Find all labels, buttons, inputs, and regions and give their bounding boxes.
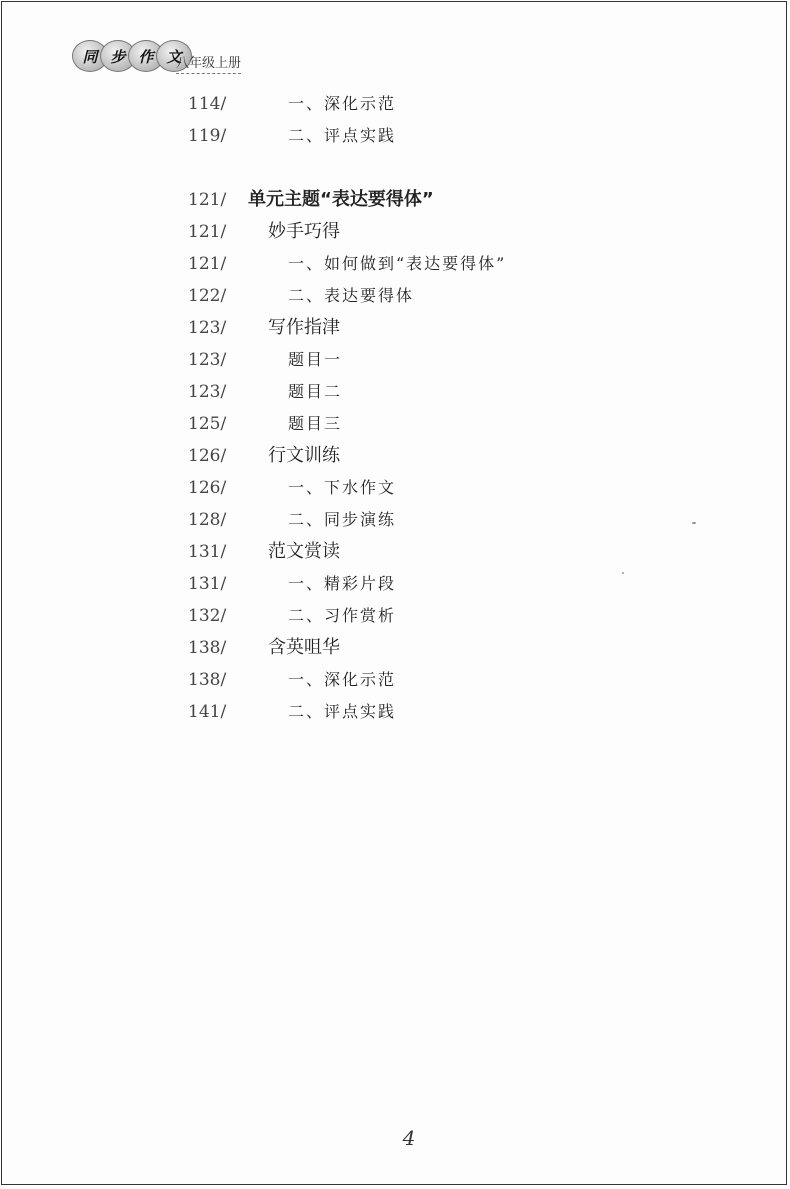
toc-entry (2, 121, 786, 151)
toc-entry (2, 569, 786, 599)
toc-page-number: 126/ (188, 446, 227, 466)
toc-page-number: 119/ (188, 126, 227, 146)
toc-entry (2, 697, 786, 727)
toc-title: 范文赏读 (268, 541, 340, 562)
running-header (72, 36, 272, 76)
toc-title: 题目一 (288, 350, 343, 369)
toc-entry (2, 313, 786, 343)
toc-title: 一、下水作文 (288, 478, 397, 497)
toc-entry (2, 249, 786, 279)
book-page (1, 1, 787, 1185)
toc-page-number: 138/ (188, 638, 227, 658)
toc-entry (2, 345, 786, 375)
toc-title: 单元主题“表达要得体” (248, 189, 434, 210)
toc-page-number: 126/ (188, 478, 227, 498)
toc-entry (2, 377, 786, 407)
toc-entry (2, 185, 786, 215)
toc-page-number: 131/ (188, 574, 227, 594)
toc-page-number: 121/ (188, 254, 227, 274)
toc-entry (2, 633, 786, 663)
toc-title: 行文训练 (268, 445, 340, 466)
toc-title: 写作指津 (268, 317, 340, 338)
toc-title: 二、评点实践 (288, 702, 397, 721)
toc-page-number: 122/ (188, 286, 227, 306)
toc-entry (2, 537, 786, 567)
scan-speck (692, 522, 696, 524)
toc-entry (2, 601, 786, 631)
toc-page-number: 138/ (188, 670, 227, 690)
series-title-char: 同 (72, 40, 108, 72)
toc-entry (2, 409, 786, 439)
toc-entry (2, 217, 786, 247)
series-title-char: 文 (156, 40, 192, 72)
toc-entry (2, 281, 786, 311)
toc-page-number: 132/ (188, 606, 227, 626)
toc-title: 一、精彩片段 (288, 574, 397, 593)
series-title-char: 步 (100, 40, 136, 72)
series-title-char: 作 (128, 40, 164, 72)
toc-page-number: 121/ (188, 222, 227, 242)
toc-title: 二、同步演练 (288, 510, 397, 529)
toc-title: 妙手巧得 (268, 221, 340, 242)
toc-page-number: 128/ (188, 510, 227, 530)
toc-page-number: 121/ (188, 190, 227, 210)
toc-title: 一、如何做到“表达要得体” (288, 254, 507, 273)
toc-page-number: 123/ (188, 382, 227, 402)
toc-title: 题目三 (288, 414, 343, 433)
toc-entry (2, 505, 786, 535)
toc-title: 一、深化示范 (288, 94, 397, 113)
grade-label: 八年级上册 (176, 52, 241, 74)
toc-title: 一、深化示范 (288, 670, 397, 689)
toc-title: 二、习作赏析 (288, 606, 397, 625)
toc-page-number: 114/ (188, 94, 227, 114)
toc-entry (2, 441, 786, 471)
toc-entry (2, 665, 786, 695)
toc-title: 二、表达要得体 (288, 286, 415, 305)
toc-page-number: 123/ (188, 350, 227, 370)
toc-title: 二、评点实践 (288, 126, 397, 145)
toc-title: 含英咀华 (268, 637, 340, 658)
toc-page-number: 141/ (188, 702, 227, 722)
toc-page-number: 131/ (188, 542, 227, 562)
toc-page-number: 125/ (188, 414, 227, 434)
toc-page-number: 123/ (188, 318, 227, 338)
toc-entry (2, 473, 786, 503)
scan-speck (622, 572, 624, 574)
page-number: 4 (402, 1126, 416, 1150)
toc-title: 题目二 (288, 382, 343, 401)
toc-entry (2, 89, 786, 119)
